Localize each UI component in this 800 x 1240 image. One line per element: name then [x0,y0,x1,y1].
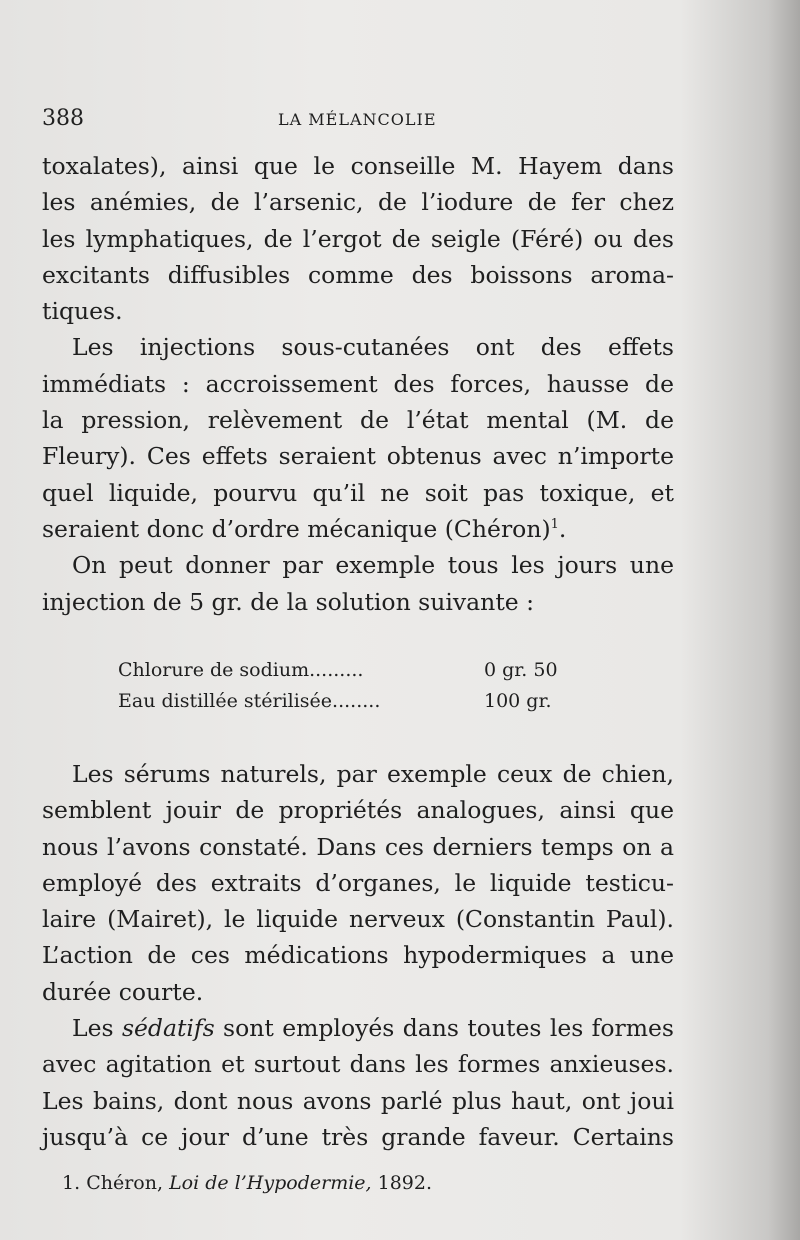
footnote-number: 1. [62,1172,81,1194]
ingredient: Eau distillée stérilisée........ [118,690,381,712]
running-title: LA MÉLANCOLIE [278,110,437,129]
footnote-year: 1892. [377,1172,433,1194]
quantity: 0 gr. 50 [484,659,558,681]
text-line: avec agitation et surtout dans les formes anxieuses. [42,1050,674,1079]
text-line: nous l’avons constaté. Dans ces derniers temps on a [42,832,674,861]
text-line: excitants diffusibles comme des boissons aroma- [42,260,674,289]
text-line: tiques. [42,297,123,326]
text-line: laire (Mairet), le liquide nerveux (Constantin Paul). [42,905,674,934]
text-line: les lymphatiques, de l’ergot de seigle (Féré) ou des [42,224,674,253]
ingredient: Chlorure de sodium......... [118,659,364,681]
text-block-lower [42,756,674,1155]
formula-row [118,655,618,686]
text-line: L’action de ces médications hypodermiques a une [42,941,674,970]
footnote-marker: 1 [550,517,559,533]
text-lead: Les [72,1014,122,1043]
footnote [62,1172,432,1194]
formula-table [118,655,618,717]
paragraph-2 [42,329,674,547]
text-line: durée courte. [42,977,204,1006]
text-line: jusqu’à ce jour d’une très grande faveur. Certains [42,1122,674,1151]
text-block-upper [42,148,674,620]
paragraph-3 [42,547,674,620]
page-header [42,106,672,136]
footnote-author: Chéron, [86,1172,164,1194]
text-line [42,511,674,547]
quantity: 100 gr. [484,690,552,712]
paragraph-4 [42,756,674,1010]
text-line: Les sérums naturels, par exemple ceux de chien, [72,760,674,788]
text-line: employé des extraits d’organes, le liquide testicu- [42,868,674,897]
text-line: injection de 5 gr. de la solution suivante : [42,587,535,616]
paragraph-5 [42,1010,674,1155]
text-line-content: seraient donc d’ordre mécanique (Chéron) [42,514,551,543]
page-number: 388 [42,106,84,131]
text-line: Les bains, dont nous avons parlé plus haut, ont joui [42,1086,674,1115]
end-punct: . [558,514,567,543]
formula-row [118,686,618,717]
paragraph-1 [42,148,674,329]
text-line [42,1010,674,1046]
text-line: Les injections sous-cutanées ont des effets [72,333,674,362]
text-line: On peut donner par exemple tous les jours une [72,551,674,580]
text-line: la pression, relèvement de l’état mental (M. de [42,406,674,435]
text-rest: sont employés dans toutes les formes [214,1014,674,1043]
footnote-title: Loi de l’Hypodermie, [169,1172,372,1194]
text-line: immédiats : accroissement des forces, hausse de [42,369,674,398]
text-line: toxalates), ainsi que le conseille M. Hayem dans [42,152,674,180]
emphasis-sedatifs: sédatifs [121,1014,215,1043]
text-line: semblent jouir de propriétés analogues, ainsi que [42,796,674,825]
text-line: les anémies, de l’arsenic, de l’iodure de fer chez [42,188,674,217]
text-line: Fleury). Ces effets seraient obtenus avec n’importe [42,442,674,471]
text-line: quel liquide, pourvu qu’il ne soit pas toxique, et [42,478,674,507]
